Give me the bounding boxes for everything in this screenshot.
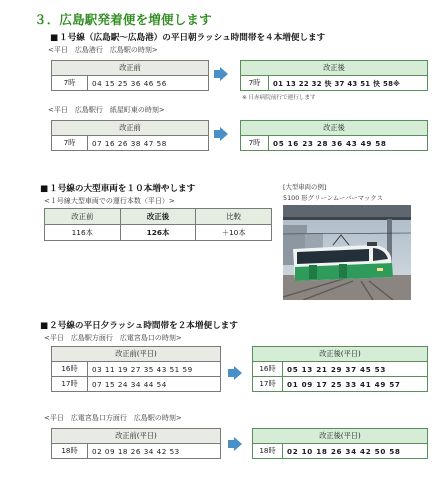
photo-caption-2: 5100 形グリーンムーバーマックス bbox=[283, 194, 384, 202]
arrow-right-icon bbox=[214, 127, 228, 141]
line2-heading-text: ２号線の平日夕ラッシュ時間帯を２本増便します bbox=[49, 321, 238, 331]
minutes-cell: 04 15 25 36 46 56 bbox=[88, 76, 209, 91]
line2-block2-caption: <平日 広電宮島口方面行 広島駅の時刻> bbox=[44, 414, 182, 422]
hour-cell: 7時 bbox=[52, 136, 88, 151]
large-cars-heading-text: １号線の大型車両を１０本増やします bbox=[49, 184, 196, 194]
large-cars-table bbox=[44, 208, 272, 241]
hour-cell: 16時 bbox=[52, 362, 88, 377]
line1-block1-after-table bbox=[240, 60, 428, 91]
line1-block2-before-table bbox=[51, 120, 209, 151]
minutes-cell: 01 13 22 32 快 37 43 51 快 58※ bbox=[269, 76, 428, 91]
line1-block1-before-table bbox=[51, 60, 209, 91]
line2-block2-after-table bbox=[252, 428, 428, 459]
table-header: 比較 bbox=[196, 209, 272, 225]
table-cell: ＋10本 bbox=[196, 225, 272, 241]
table-header: 改正後 bbox=[241, 61, 428, 76]
line1-block1-caption: <平日 広島港行 広島駅の時刻> bbox=[48, 46, 158, 54]
large-cars-heading bbox=[40, 182, 195, 194]
bullet-square-icon: ■ bbox=[50, 33, 59, 43]
arrow-right-icon bbox=[228, 366, 242, 380]
section-title: ３．広島駅発着便を増便します bbox=[34, 12, 212, 27]
large-cars-caption: <１号線大型車両での運行本数（平日）> bbox=[44, 197, 175, 205]
bullet-square-icon: ■ bbox=[40, 184, 49, 194]
hour-cell: 7時 bbox=[241, 136, 269, 151]
table-header: 改正前 bbox=[52, 121, 209, 136]
table-header: 改正後 bbox=[120, 209, 196, 225]
photo-caption-1: [大型車両の例] bbox=[283, 183, 327, 191]
line2-block2-before-table bbox=[51, 428, 221, 459]
table-cell: 126本 bbox=[120, 225, 196, 241]
table-cell: 116本 bbox=[45, 225, 121, 241]
minutes-cell: 07 16 26 38 47 58 bbox=[88, 136, 209, 151]
minutes-cell: 03 11 19 27 35 43 51 59 bbox=[88, 362, 221, 377]
line2-block1-caption: <平日 広島駅方面行 広電宮島口の時刻> bbox=[44, 334, 182, 342]
bullet-square-icon: ■ bbox=[40, 321, 49, 331]
table-header: 改正後(平日) bbox=[253, 429, 428, 444]
hour-cell: 17時 bbox=[52, 377, 88, 392]
hour-cell: 17時 bbox=[253, 377, 283, 392]
line1-block1-note: ※ 日赤病院前行で運行します bbox=[242, 95, 316, 101]
line2-heading bbox=[40, 319, 238, 331]
line1-block2-after-table bbox=[240, 120, 428, 151]
arrow-right-icon bbox=[214, 67, 228, 81]
minutes-cell: 02 09 18 26 34 42 53 bbox=[88, 444, 221, 459]
line1-block2-caption: <平日 広島駅行 紙屋町東の時刻> bbox=[48, 106, 165, 114]
table-header: 改正前(平日) bbox=[52, 429, 221, 444]
table-header: 改正後(平日) bbox=[253, 347, 428, 362]
minutes-cell: 07 15 24 34 44 54 bbox=[88, 377, 221, 392]
line2-block1-after-table bbox=[252, 346, 428, 392]
table-header: 改正前 bbox=[45, 209, 121, 225]
hour-cell: 7時 bbox=[52, 76, 88, 91]
arrow-right-icon bbox=[228, 437, 242, 451]
hour-cell: 7時 bbox=[241, 76, 269, 91]
line1-heading bbox=[50, 31, 325, 43]
tram-photo bbox=[283, 205, 411, 300]
hour-cell: 18時 bbox=[52, 444, 88, 459]
table-header: 改正前(平日) bbox=[52, 347, 221, 362]
table-header: 改正後 bbox=[241, 121, 428, 136]
hour-cell: 18時 bbox=[253, 444, 283, 459]
minutes-cell: 01 09 17 25 33 41 49 57 bbox=[283, 377, 428, 392]
table-header: 改正前 bbox=[52, 61, 209, 76]
hour-cell: 16時 bbox=[253, 362, 283, 377]
line2-block1-before-table bbox=[51, 346, 221, 392]
minutes-cell: 02 10 18 26 34 42 50 58 bbox=[283, 444, 428, 459]
minutes-cell: 05 13 21 29 37 45 53 bbox=[283, 362, 428, 377]
line1-heading-text: １号線（広島駅～広島港）の平日朝ラッシュ時間帯を４本増便します bbox=[59, 33, 326, 43]
minutes-cell: 05 16 23 28 36 43 49 58 bbox=[269, 136, 428, 151]
tram-image bbox=[283, 205, 411, 300]
